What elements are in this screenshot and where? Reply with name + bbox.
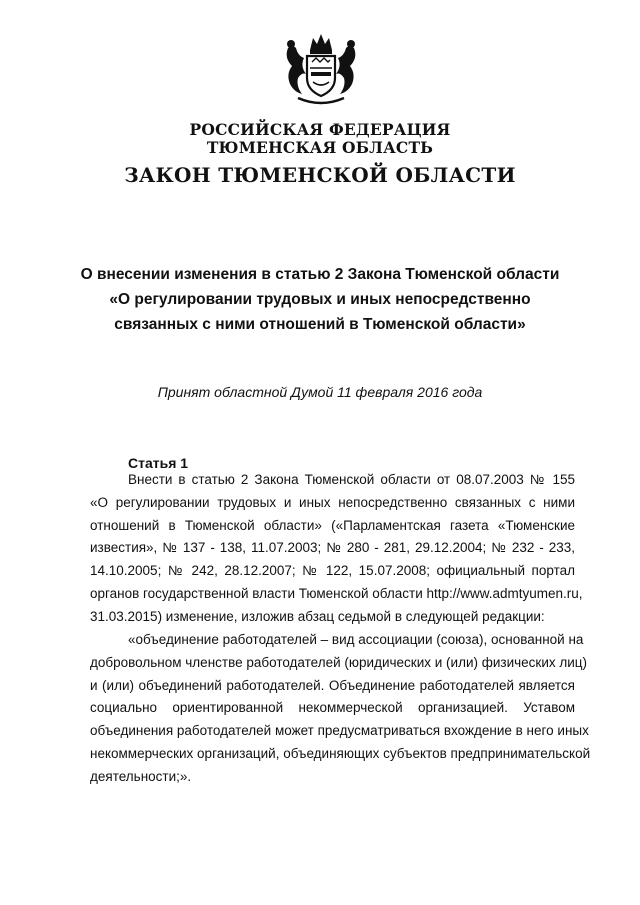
paragraph-line: 31.03.2015) изменение, изложив абзац седьмой в следующей редакции: (90, 608, 545, 624)
article-heading: Статья 1 (128, 455, 189, 471)
paragraph-line: известия», № 137 - 138, 11.07.2003; № 280 - 281, 29.12.2004; № 232 - 233, (90, 540, 575, 556)
paragraph-line: социально ориентированной некоммерческой организацией. Уставом (90, 700, 575, 716)
header-country: РОССИЙСКАЯ ФЕДЕРАЦИЯ (189, 120, 451, 139)
paragraph-line: «объединение работодателей – вид ассоциации (союза), основанной на (128, 632, 584, 647)
law-title-line: О внесении изменения в статью 2 Закона Тюменской области (80, 266, 560, 283)
article-paragraph-1 (90, 469, 583, 629)
adoption-note: Принят областной Думой 11 февраля 2016 года (157, 384, 483, 400)
coat-of-arms-icon (280, 28, 362, 110)
paragraph-line: некоммерческих организаций, объединяющих субъектов предпринимательской (90, 745, 591, 761)
paragraph-line: «О регулировании трудовых и иных непосредственно связанных с ними (90, 494, 575, 510)
paragraph-line: добровольном членстве работодателей (юридических и (или) физических лиц) (90, 654, 588, 670)
paragraph-line: органов государственной власти Тюменской области http://www.admtyumen.ru, (90, 585, 583, 601)
law-title-line: связанных с ними отношений в Тюменской области» (114, 316, 526, 333)
paragraph-line: отношений в Тюменской области» («Парламентская газета «Тюменские (90, 517, 575, 533)
paragraph-line: 14.10.2005; № 242, 28.12.2007; № 122, 15.07.2008; официальный портал (90, 563, 575, 579)
header-region: ТЮМЕНСКАЯ ОБЛАСТЬ (206, 138, 434, 157)
law-title-line: «О регулировании трудовых и иных непосредственно (109, 291, 531, 308)
paragraph-line: объединения работодателей может предусматриваться вхождение в него иных (90, 723, 589, 739)
law-title (60, 262, 580, 337)
article-paragraph-2 (90, 629, 591, 789)
paragraph-line: Внести в статью 2 Закона Тюменской области от 08.07.2003 № 155 (128, 472, 575, 487)
law-heading: ЗАКОН ТЮМЕНСКОЙ ОБЛАСТИ (124, 163, 516, 187)
paragraph-line: и (или) объединений работодателей. Объединение работодателей является (90, 677, 575, 693)
paragraph-line: деятельности;». (90, 768, 192, 784)
